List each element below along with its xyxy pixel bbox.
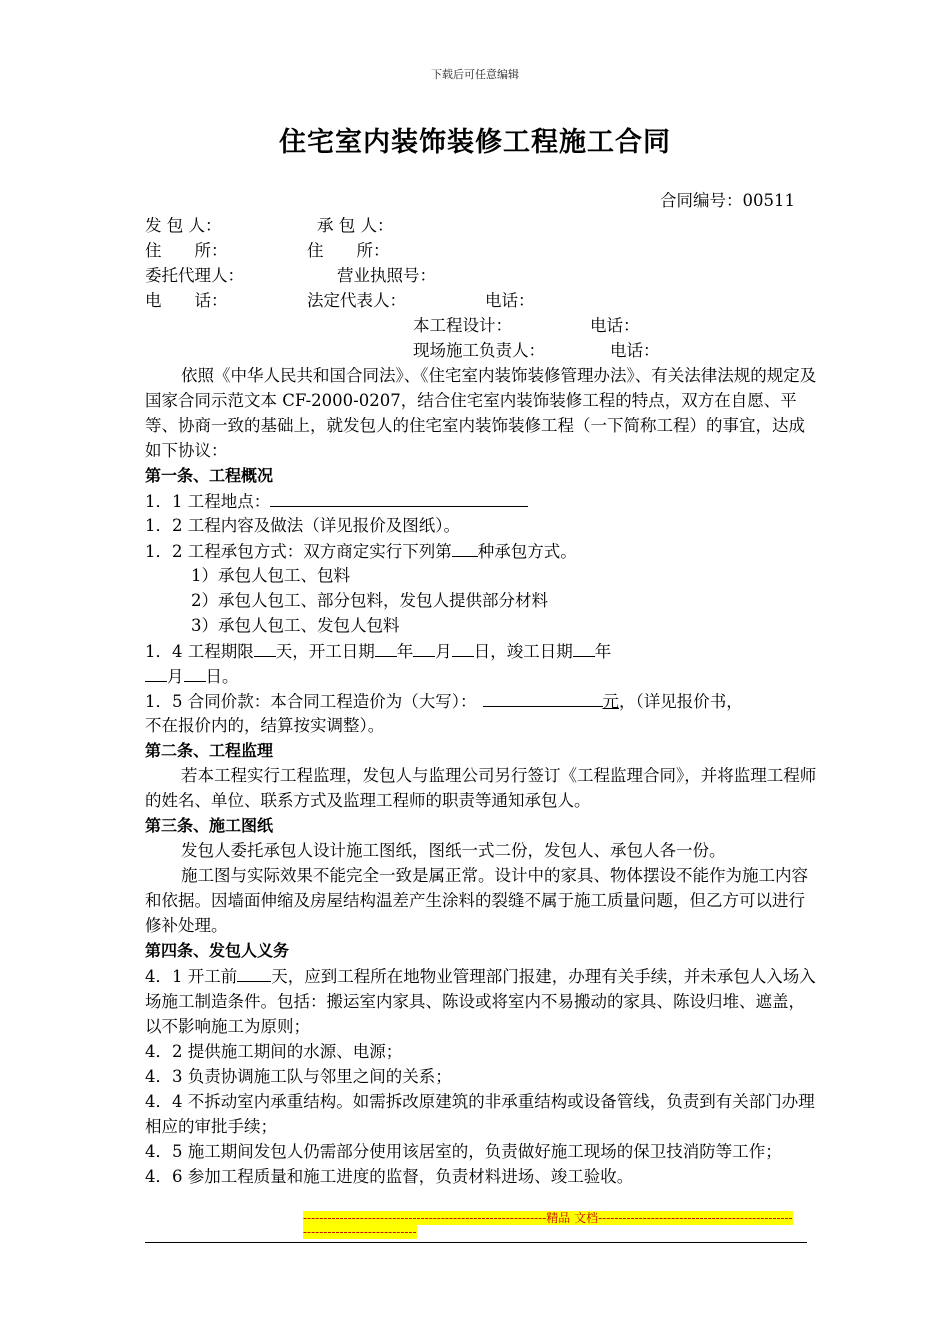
days-blank [254,638,276,657]
start-year-blank [375,638,397,657]
contractor-address-label: 住 所： [307,241,390,260]
start-day-blank [452,638,474,657]
designer-phone-label: 电话： [590,316,640,335]
option-3: 3）承包人包工、发包人包料 [191,616,400,635]
mode-blank [452,538,478,557]
header-note: 下载后可任意编辑 [431,68,519,81]
client-label: 发 包 人： [145,216,222,235]
item-1-5-text: 1．5 合同价款：本合同工程造价为（大写）： [145,692,477,711]
section-3-paragraph-2: 施工图与实际效果不能完全一致是属正常。设计中的家具、物体摆设不能作为施工内容和依据。因墙面伸缩及房屋结构温差产生涂料的裂缝不属于施工质量问题，但乙方可以进行修补处理。 [145,866,808,935]
month-label: 月 [435,642,452,661]
item-4-3: 4．3 负责协调施工队与邻里之间的关系； [145,1067,452,1086]
item-1-4-end: 日，竣工日期 [473,642,573,661]
item-1-3-text: 1．2 工程承包方式：双方商定实行下列第 [145,542,452,561]
designer-label: 本工程设计： [413,316,512,335]
item-1-2: 1．2 工程内容及做法（详见报价及图纸）。 [145,516,460,535]
section-3-heading: 第三条、施工图纸 [145,816,274,835]
party-line-3 [145,263,817,288]
location-blank [270,488,528,507]
item-1-4-start: 天，开工日期 [275,642,375,661]
party-line-6 [145,338,817,363]
end-year-label: 年 [594,642,612,661]
item-1-4-cont [145,663,817,688]
item-1-1-label: 1．1 工程地点： [145,492,271,511]
footer-watermark [303,1211,793,1239]
contract-number: 合同编号：00511 [660,191,795,210]
legal-rep-phone-label: 电话： [485,291,535,310]
item-1-3-tail: 种承包方式。 [477,542,577,561]
item-1-1 [145,488,817,513]
license-label: 营业执照号： [337,266,436,285]
footer-rule [145,1242,807,1243]
item-1-4-text: 1．4 工程期限 [145,642,254,661]
section-2-paragraph: 若本工程实行工程监理，发包人与监理公司另行签订《工程监理合同》，并将监理工程师的姓名、单位、联系方式及监理工程师的职责等通知承包人。 [145,766,817,810]
item-1-3 [145,538,817,563]
section-2-heading: 第二条、工程监理 [145,741,274,760]
section-1-heading: 第一条、工程概况 [145,466,274,485]
item-4-5: 4．5 施工期间发包人仍需部分使用该居室的，负责做好施工现场的保卫技消防等工作； [145,1142,782,1161]
party-line-1 [145,213,817,238]
footer-text: ------------------------------------------------------------精品 文档---------------------------------------------------------------------------- [303,1211,793,1239]
page-footer [145,1211,807,1239]
option-2: 2）承包人包工、部分包料，发包人提供部分材料 [191,591,548,610]
agent-label: 委托代理人： [145,266,244,285]
legal-rep-label: 法定代表人： [307,291,406,310]
client-phone-label: 电 话： [145,291,228,310]
item-4-4: 4．4 不拆动室内承重结构。如需拆改原建筑的非承重结构或设备管线，负责到有关部门办理相应的审批手续； [145,1092,815,1136]
option-1: 1）承包人包工、包料 [191,566,350,585]
client-address-label: 住 所： [145,241,228,260]
item-4-6: 4．6 参加工程质量和施工进度的监督，负责材料进场、竣工验收。 [145,1167,634,1186]
party-line-4 [145,288,817,313]
item-1-5 [145,688,817,713]
site-manager-phone-label: 电话： [610,341,660,360]
item-4-1 [145,963,817,1039]
item-4-2: 4．2 提供施工期间的水源、电源； [145,1042,403,1061]
end-month-label: 月 [167,667,184,686]
item-4-1-rest: 天，应到工程所在地物业管理部门报建，办理有关手续，并未承包人入场入场施工制造条件。包括：搬运室内家具、陈设或将室内不易搬动的家具、陈设归堆、遮盖，以不影响施工为原则； [145,967,816,1036]
start-month-blank [413,638,435,657]
contract-body [145,188,817,1189]
contractor-label: 承 包 人： [317,216,394,235]
party-line-5 [145,313,817,338]
end-day-blank [184,663,206,682]
site-manager-label: 现场施工负责人： [413,341,545,360]
item-1-5-note: ，（详见报价书， [619,692,743,711]
item-1-5-cont: 不在报价内的，结算按实调整）。 [145,716,385,735]
yuan-label: 元 [602,692,619,711]
end-month-blank [145,663,167,682]
pre-start-days-blank [237,963,271,982]
section-4-heading: 第四条、发包人义务 [145,941,290,960]
end-day-label: 日。 [205,667,239,686]
item-1-4 [145,638,817,663]
section-3-paragraph-1: 发包人委托承包人设计施工图纸，图纸一式二份，发包人、承包人各一份。 [181,841,726,860]
end-year-blank [573,638,595,657]
year-label: 年 [396,642,414,661]
party-line-2 [145,238,817,263]
document-title: 住宅室内装饰装修工程施工合同 [279,127,671,158]
intro-paragraph: 依照《中华人民共和国合同法》、《住宅室内装饰装修管理办法》、有关法律法规的规定及国家合同示范文本 CF-2000-0207，结合住宅室内装饰装修工程的特点，双方在自愿、平等、协商一致的基础上，就发包人的住宅室内装饰装修工程（一下简称工程）的事宜，达成如下协议： [145,366,817,460]
price-blank [483,688,603,707]
item-4-1-text: 4．1 开工前 [145,967,238,986]
